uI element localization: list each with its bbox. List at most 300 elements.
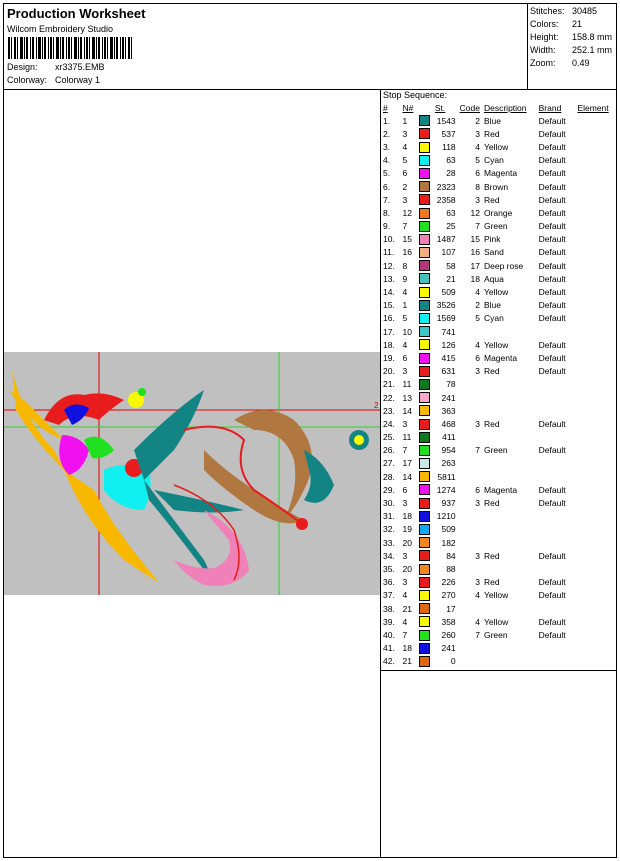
- row-needle: 7: [402, 629, 408, 640]
- row-description: Red: [483, 418, 500, 429]
- stat-stitches: [530, 6, 597, 16]
- row-needle: 2: [402, 181, 408, 192]
- row-description: [482, 378, 537, 391]
- row-index: 26.: [383, 445, 395, 456]
- row-swatch: [417, 496, 433, 509]
- color-swatch: [419, 155, 430, 166]
- row-swatch: [417, 127, 433, 140]
- colorway-label: Colorway:: [7, 75, 48, 85]
- row-stitches: 263: [441, 458, 456, 469]
- row-brand: Default: [538, 352, 566, 363]
- color-swatch: [419, 432, 430, 443]
- row-stitches: 0: [450, 656, 456, 667]
- row-index: 29.: [383, 484, 395, 495]
- row-stitches: 5811: [437, 471, 456, 482]
- color-swatch: [419, 234, 430, 245]
- color-swatch: [419, 550, 430, 561]
- row-index: 24.: [383, 418, 395, 429]
- color-swatch: [419, 168, 430, 179]
- color-swatch: [419, 208, 430, 219]
- row-needle: 3: [402, 194, 408, 205]
- table-row: [381, 206, 616, 219]
- row-description: Magenta: [483, 168, 518, 179]
- row-code: 4: [475, 141, 480, 152]
- row-needle: 8: [402, 260, 408, 271]
- row-needle: 13: [402, 392, 413, 403]
- row-element: [575, 285, 616, 298]
- row-swatch: [417, 562, 433, 575]
- row-stitches: 509: [441, 524, 456, 535]
- row-element: [575, 536, 616, 549]
- row-index: 28.: [383, 471, 395, 482]
- color-swatch: [419, 616, 430, 627]
- row-swatch: [417, 549, 433, 562]
- table-row: [381, 404, 616, 417]
- color-swatch: [419, 339, 430, 350]
- row-swatch: [417, 378, 433, 391]
- color-swatch: [419, 366, 430, 377]
- row-swatch: [417, 206, 433, 219]
- row-element: [575, 140, 616, 153]
- row-brand: Default: [538, 260, 566, 271]
- row-stitches: 1487: [436, 234, 456, 245]
- row-description: Red: [483, 577, 500, 588]
- row-swatch: [417, 602, 433, 615]
- row-element: [575, 562, 616, 575]
- color-swatch: [419, 287, 430, 298]
- row-stitches: 63: [446, 207, 456, 218]
- row-code: 18: [470, 273, 480, 284]
- row-element: [575, 404, 616, 417]
- row-index: 40.: [383, 629, 395, 640]
- row-element: [575, 206, 616, 219]
- row-stitches: 182: [441, 537, 456, 548]
- table-row: [381, 193, 616, 206]
- embroidery-preview: [4, 90, 380, 858]
- row-code: 8: [475, 181, 480, 192]
- row-code: 3: [475, 577, 480, 588]
- design-label: Design:: [7, 62, 38, 72]
- row-brand: Default: [538, 313, 566, 324]
- row-code: [458, 642, 482, 655]
- row-swatch: [417, 483, 433, 496]
- row-brand: Default: [538, 590, 566, 601]
- table-row: [381, 496, 616, 509]
- row-stitches: 78: [446, 379, 456, 390]
- color-swatch: [419, 564, 430, 575]
- row-swatch: [417, 628, 433, 641]
- row-code: [458, 536, 482, 549]
- row-brand: [537, 655, 576, 668]
- row-description: [482, 655, 537, 668]
- table-row: [381, 642, 616, 655]
- row-brand: Default: [538, 155, 566, 166]
- sequence-divider: [381, 670, 616, 671]
- row-index: 7.: [383, 194, 391, 205]
- table-row: [381, 549, 616, 562]
- row-index: 11.: [383, 247, 395, 258]
- table-row: [381, 325, 616, 338]
- row-swatch: [417, 272, 433, 285]
- row-brand: Default: [538, 339, 566, 350]
- table-row: [381, 523, 616, 536]
- table-row: [381, 431, 616, 444]
- row-stitches: 954: [441, 445, 456, 456]
- row-description: Cyan: [483, 155, 504, 166]
- table-row: [381, 536, 616, 549]
- row-stitches: 270: [441, 590, 456, 601]
- row-description: Green: [483, 445, 508, 456]
- row-stitches: 415: [441, 352, 456, 363]
- row-stitches: 1569: [436, 313, 456, 324]
- row-description: [482, 325, 537, 338]
- row-element: [575, 628, 616, 641]
- table-header-row: [381, 102, 616, 114]
- row-stitches: 58: [446, 260, 456, 271]
- row-brand: Default: [538, 445, 566, 456]
- row-code: [458, 404, 482, 417]
- row-brand: [537, 404, 576, 417]
- row-brand: Default: [538, 273, 566, 284]
- row-swatch: [417, 246, 433, 259]
- row-element: [575, 655, 616, 668]
- stat-value: 0.49: [572, 58, 590, 68]
- row-swatch: [417, 167, 433, 180]
- color-swatch: [419, 115, 430, 126]
- row-swatch: [417, 431, 433, 444]
- row-code: [458, 523, 482, 536]
- row-description: Blue: [483, 300, 501, 311]
- row-code: [458, 655, 482, 668]
- row-stitches: 25: [446, 221, 456, 232]
- color-swatch: [419, 603, 430, 614]
- row-stitches: 363: [441, 405, 456, 416]
- row-index: 3.: [383, 141, 391, 152]
- row-code: 15: [470, 234, 480, 245]
- table-row: [381, 615, 616, 628]
- row-needle: 21: [402, 656, 413, 667]
- row-index: 4.: [383, 155, 391, 166]
- row-code: [458, 431, 482, 444]
- row-swatch: [417, 180, 433, 193]
- color-swatch: [419, 537, 430, 548]
- row-description: Red: [483, 194, 500, 205]
- row-description: [482, 457, 537, 470]
- row-code: 7: [475, 629, 480, 640]
- row-brand: [537, 325, 576, 338]
- stat-height: [530, 32, 612, 42]
- row-brand: Default: [538, 484, 566, 495]
- row-code: 6: [475, 352, 480, 363]
- row-index: 35.: [383, 563, 395, 574]
- table-row: [381, 378, 616, 391]
- row-description: Yellow: [483, 616, 509, 627]
- color-swatch: [419, 313, 430, 324]
- table-row: [381, 351, 616, 364]
- color-swatch: [419, 511, 430, 522]
- row-element: [575, 378, 616, 391]
- stat-width: [530, 45, 612, 55]
- table-row: [381, 272, 616, 285]
- row-description: [482, 510, 537, 523]
- row-swatch: [417, 642, 433, 655]
- color-swatch: [419, 471, 430, 482]
- row-element: [575, 114, 616, 127]
- table-row: [381, 483, 616, 496]
- row-index: 33.: [383, 537, 395, 548]
- row-element: [575, 549, 616, 562]
- row-needle: 4: [402, 339, 408, 350]
- software-name: Wilcom Embroidery Studio: [7, 24, 114, 34]
- row-code: 12: [470, 207, 480, 218]
- row-code: 2: [475, 300, 480, 311]
- row-needle: 15: [402, 234, 413, 245]
- row-needle: 3: [402, 128, 408, 139]
- row-swatch: [417, 154, 433, 167]
- design-value: xr3375.EMB: [55, 62, 105, 72]
- row-swatch: [417, 114, 433, 127]
- table-row: [381, 259, 616, 272]
- row-needle: 5: [402, 155, 408, 166]
- color-swatch: [419, 128, 430, 139]
- row-description: Red: [483, 366, 500, 377]
- row-brand: Default: [538, 168, 566, 179]
- row-needle: 4: [402, 590, 408, 601]
- row-index: 23.: [383, 405, 395, 416]
- row-description: [482, 391, 537, 404]
- row-stitches: 358: [441, 616, 456, 627]
- stats-panel: [528, 4, 616, 90]
- row-index: 38.: [383, 603, 395, 614]
- row-brand: Default: [538, 141, 566, 152]
- row-stitches: 107: [441, 247, 456, 258]
- row-code: 6: [475, 168, 480, 179]
- row-description: Magenta: [483, 352, 518, 363]
- row-element: [575, 431, 616, 444]
- row-brand: Default: [538, 287, 566, 298]
- row-brand: Default: [538, 577, 566, 588]
- row-swatch: [417, 457, 433, 470]
- row-index: 36.: [383, 577, 395, 588]
- row-swatch: [417, 365, 433, 378]
- table-row: [381, 510, 616, 523]
- color-swatch: [419, 221, 430, 232]
- table-row: [381, 589, 616, 602]
- row-swatch: [417, 259, 433, 272]
- row-swatch: [417, 312, 433, 325]
- color-swatch: [419, 445, 430, 456]
- row-element: [575, 259, 616, 272]
- row-element: [575, 220, 616, 233]
- row-element: [575, 523, 616, 536]
- row-swatch: [417, 417, 433, 430]
- row-swatch: [417, 576, 433, 589]
- table-row: [381, 114, 616, 127]
- row-element: [575, 338, 616, 351]
- color-swatch: [419, 419, 430, 430]
- row-needle: 5: [402, 313, 408, 324]
- color-swatch: [419, 326, 430, 337]
- color-swatch: [419, 260, 430, 271]
- row-element: [575, 312, 616, 325]
- row-index: 6.: [383, 181, 391, 192]
- row-description: [482, 431, 537, 444]
- row-stitches: 1210: [436, 511, 456, 522]
- stat-value: 30485: [572, 6, 598, 16]
- table-row: [381, 628, 616, 641]
- row-index: 27.: [383, 458, 395, 469]
- row-brand: [537, 642, 576, 655]
- row-brand: [537, 378, 576, 391]
- row-code: 4: [475, 287, 480, 298]
- row-code: 3: [475, 418, 480, 429]
- stat-label: Zoom:: [530, 58, 556, 68]
- row-needle: 20: [402, 537, 413, 548]
- color-swatch: [419, 353, 430, 364]
- color-swatch: [419, 379, 430, 390]
- row-needle: 7: [402, 221, 408, 232]
- row-needle: 1: [402, 115, 408, 126]
- row-swatch: [417, 444, 433, 457]
- row-element: [575, 180, 616, 193]
- row-index: 30.: [383, 498, 395, 509]
- col-header-code: Code: [459, 103, 480, 113]
- stat-label: Stitches:: [530, 6, 565, 16]
- row-needle: 14: [402, 405, 413, 416]
- table-row: [381, 180, 616, 193]
- col-header-element: Element: [577, 103, 609, 113]
- table-row: [381, 299, 616, 312]
- stop-sequence-title: Stop Sequence:: [383, 90, 448, 100]
- row-brand: Default: [538, 550, 566, 561]
- row-brand: Default: [538, 221, 566, 232]
- row-index: 41.: [383, 643, 395, 654]
- row-brand: Default: [538, 366, 566, 377]
- table-row: [381, 338, 616, 351]
- row-needle: 11: [402, 379, 412, 390]
- row-code: [458, 457, 482, 470]
- row-swatch: [417, 233, 433, 246]
- row-element: [575, 483, 616, 496]
- design-field: [7, 62, 105, 72]
- row-index: 8.: [383, 207, 391, 218]
- row-stitches: 468: [441, 418, 456, 429]
- table-row: [381, 391, 616, 404]
- row-description: Deep rose: [483, 260, 524, 271]
- axis-marker-2: 2: [374, 401, 379, 410]
- row-stitches: 741: [441, 326, 456, 337]
- stop-sequence-body: [381, 114, 616, 668]
- row-brand: [537, 562, 576, 575]
- row-code: 3: [475, 194, 480, 205]
- row-brand: Default: [538, 234, 566, 245]
- row-index: 9.: [383, 221, 391, 232]
- row-code: 6: [475, 484, 480, 495]
- row-swatch: [417, 391, 433, 404]
- row-element: [575, 246, 616, 259]
- row-needle: 4: [402, 141, 408, 152]
- color-swatch: [419, 630, 430, 641]
- stat-colors: [530, 19, 582, 29]
- color-swatch: [419, 247, 430, 258]
- row-element: [575, 351, 616, 364]
- table-row: [381, 285, 616, 298]
- table-row: [381, 127, 616, 140]
- col-header-index: #: [383, 103, 388, 113]
- row-brand: Default: [538, 115, 566, 126]
- row-brand: [537, 457, 576, 470]
- row-stitches: 21: [446, 273, 456, 284]
- row-brand: [537, 536, 576, 549]
- row-code: [458, 470, 482, 483]
- table-row: [381, 140, 616, 153]
- row-code: 3: [475, 366, 480, 377]
- row-needle: 4: [402, 287, 408, 298]
- row-stitches: 260: [441, 629, 456, 640]
- row-code: 3: [475, 128, 480, 139]
- row-swatch: [417, 470, 433, 483]
- row-index: 42.: [383, 656, 395, 667]
- color-swatch: [419, 577, 430, 588]
- row-needle: 3: [402, 418, 408, 429]
- row-brand: [537, 602, 576, 615]
- row-index: 21.: [383, 379, 395, 390]
- row-description: Red: [483, 128, 500, 139]
- row-needle: 3: [402, 498, 408, 509]
- table-row: [381, 312, 616, 325]
- row-needle: 16: [402, 247, 413, 258]
- color-swatch: [419, 194, 430, 205]
- row-needle: 3: [402, 366, 408, 377]
- row-element: [575, 127, 616, 140]
- row-needle: 1: [402, 300, 408, 311]
- row-swatch: [417, 338, 433, 351]
- row-element: [575, 365, 616, 378]
- row-element: [575, 510, 616, 523]
- row-needle: 17: [402, 458, 413, 469]
- color-swatch: [419, 643, 430, 654]
- row-stitches: 84: [446, 550, 456, 561]
- stat-label: Colors:: [530, 19, 559, 29]
- row-needle: 18: [402, 643, 413, 654]
- row-element: [575, 299, 616, 312]
- row-stitches: 63: [446, 155, 456, 166]
- table-row: [381, 246, 616, 259]
- row-description: Orange: [483, 207, 513, 218]
- row-index: 22.: [383, 392, 395, 403]
- row-description: [482, 536, 537, 549]
- row-stitches: 88: [446, 563, 456, 574]
- row-element: [575, 154, 616, 167]
- design-preview-area: [4, 90, 381, 858]
- table-row: [381, 220, 616, 233]
- row-needle: 10: [402, 326, 413, 337]
- row-index: 37.: [383, 590, 395, 601]
- row-index: 18.: [383, 339, 395, 350]
- row-description: Aqua: [483, 273, 504, 284]
- row-swatch: [417, 655, 433, 668]
- row-description: [482, 562, 537, 575]
- row-stitches: 411: [442, 432, 456, 443]
- stop-sequence-panel: [381, 90, 616, 858]
- stat-value: 252.1 mm: [572, 45, 613, 55]
- row-swatch: [417, 220, 433, 233]
- row-index: 19.: [383, 352, 395, 363]
- color-swatch: [419, 484, 430, 495]
- row-swatch: [417, 510, 433, 523]
- row-element: [575, 444, 616, 457]
- row-element: [575, 193, 616, 206]
